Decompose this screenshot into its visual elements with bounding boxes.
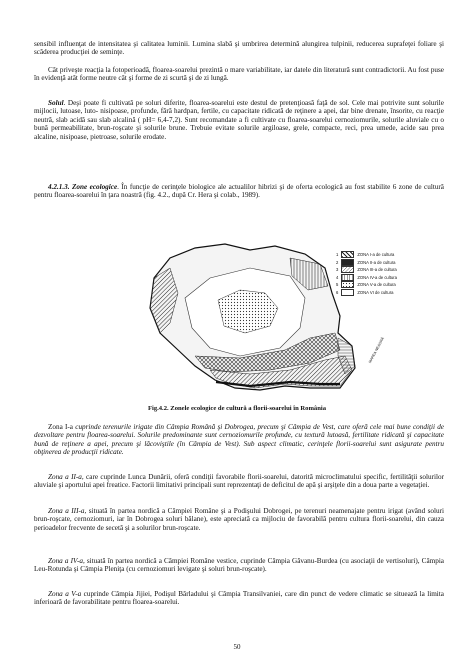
paragraph-ecological-zones: 4.2.1.3. Zone ecologice. În funcţie de cerinţele biologice ale actualilor hibrizi şi de oferta ecologică au fost stabilite 6 zone de cultură pentru floarea-soarelui în ţara noastră (fig. 4.2., după Cr. Hera şi colab., 1989). (34, 183, 444, 200)
paragraph-zone-2: Zona a II-a, care cuprinde Lunca Dunării, oferă condiţii favorabile florii-soarelui, datorită microclimatului specific, fertilităţii solurilor aluviale şi aportului apei freatice. Factorii limitativi principali sunt reprezentaţi de deficitul de apă şi arşiţele din a doua parte a vegetaţiei. (34, 473, 444, 490)
legend-item: 1 ZONA I-a de cultura (336, 252, 395, 257)
figure-caption: Fig.4.2. Zonele ecologice de cultură a florii-soarelui în România (147, 405, 327, 412)
legend-item: 5 ZONA V-a de cultura (336, 282, 396, 287)
page-number: 50 (233, 643, 241, 651)
legend-item: 2 ZONA II-a de cultura (336, 259, 396, 265)
paragraph-zone-3: Zona a III-a, situată în partea nordică a Câmpiei Române şi a Podişului Dobrogei, pe terenuri neamenajate pentru irigat (având soluri brun-roşcate, cernoziomuri, iar în Dobrogea soluri bălane), este apreciată ca mijlociu de favorabilă pentru cultura florii-soarelui, din cauza perioadelor frecvente de secetă şi a solurilor brun-roşcate. (34, 507, 444, 532)
legend-item: 4 ZONA IV-a de cultura (336, 274, 397, 280)
paragraph-photoperiod: Cât priveşte reacţia la fotoperioadă, floarea-soarelui prezintă o mare variabilitate, iar datele din literatură sunt contradictorii. Au fost puse în evidenţă atât forme neutre cât şi forme de zi scurtă şi de zi lungă. (34, 66, 444, 83)
paragraph-zone-5: Zona a V-a cuprinde Câmpia Jijiei, Podişul Bârladului şi Câmpia Transilvaniei, care din punct de vedere climatic se situează la limita inferioară de favorabilitate pentru floarea-soarelui. (34, 590, 444, 607)
paragraph-zone-4: Zona a IV-a, situată în partea nordică a Câmpiei Române vestice, cuprinde Câmpia Găvanu-Burdea (cu asociaţii de vertisoluri), Câmpia Leu-Rotunda şi Câmpia Pleniţa (cu cernoziomuri levigate şi soluri brun-roşcate). (34, 557, 444, 574)
paragraph-light: sensibil influenţat de intensitatea şi calitatea luminii. Lumina slabă şi umbrirea determină alungirea tulpinii, reducerea suprafeţei foliare şi scăderea producţiei de seminţe. (34, 40, 444, 57)
map-legend (336, 251, 397, 296)
map-label-black-sea: MAREA NEAGRĂ (368, 336, 386, 364)
paragraph-soil: Solul. Deşi poate fi cultivată pe soluri diferite, floarea-soarelui este destul de pretenţioasă faţă de sol. Cele mai potrivite sunt solurile mijlocii, lutoase, luto- nisipoase, profunde, fără hardpan, fertile, cu capacitate ridicată de reţinere a apei, dar bine drenate, însorite, cu reacţie neutră, slab acidă sau slab alcalină ( pH= 6,4-7,2). Sunt recomandate a fi cultivate cu floarea-soarelui cernoziomurile, solurile aluviale cu o bună permeabilitate, brun-roşcate şi solurile brune. Trebuie evitate solurile argiloase, grele, compacte, reci, prea umede, acide sau prea alcaline, nisipoase, pietroase, solurile erodate. (34, 99, 444, 141)
paragraph-zone-1: Zona I-a cuprinde terenurile irigate din Câmpia Română şi Dobrogea, precum şi Câmpia de Vest, care oferă cele mai bune condiţii de dezvoltare pentru floarea-soarelui. Solurile predominante sunt cernoziomurile profunde, cu textură lutoasă, fertilitate ridicată şi capacitate bună de reţinere a apei, precum şi lăcoviştile (în Câmpia de Vest). Sub aspect climatic, cerinţele florii-soarelui sunt asigurate pentru obţinerea de producţii ridicate. (34, 423, 444, 457)
section-heading: 4.2.1.3. Zone ecologice (48, 183, 118, 191)
legend-item: 3 ZONA III-a de cultura (336, 267, 397, 272)
soil-heading: Solul (48, 99, 64, 107)
legend-item: 6 ZONA VI de cultura (336, 289, 394, 295)
